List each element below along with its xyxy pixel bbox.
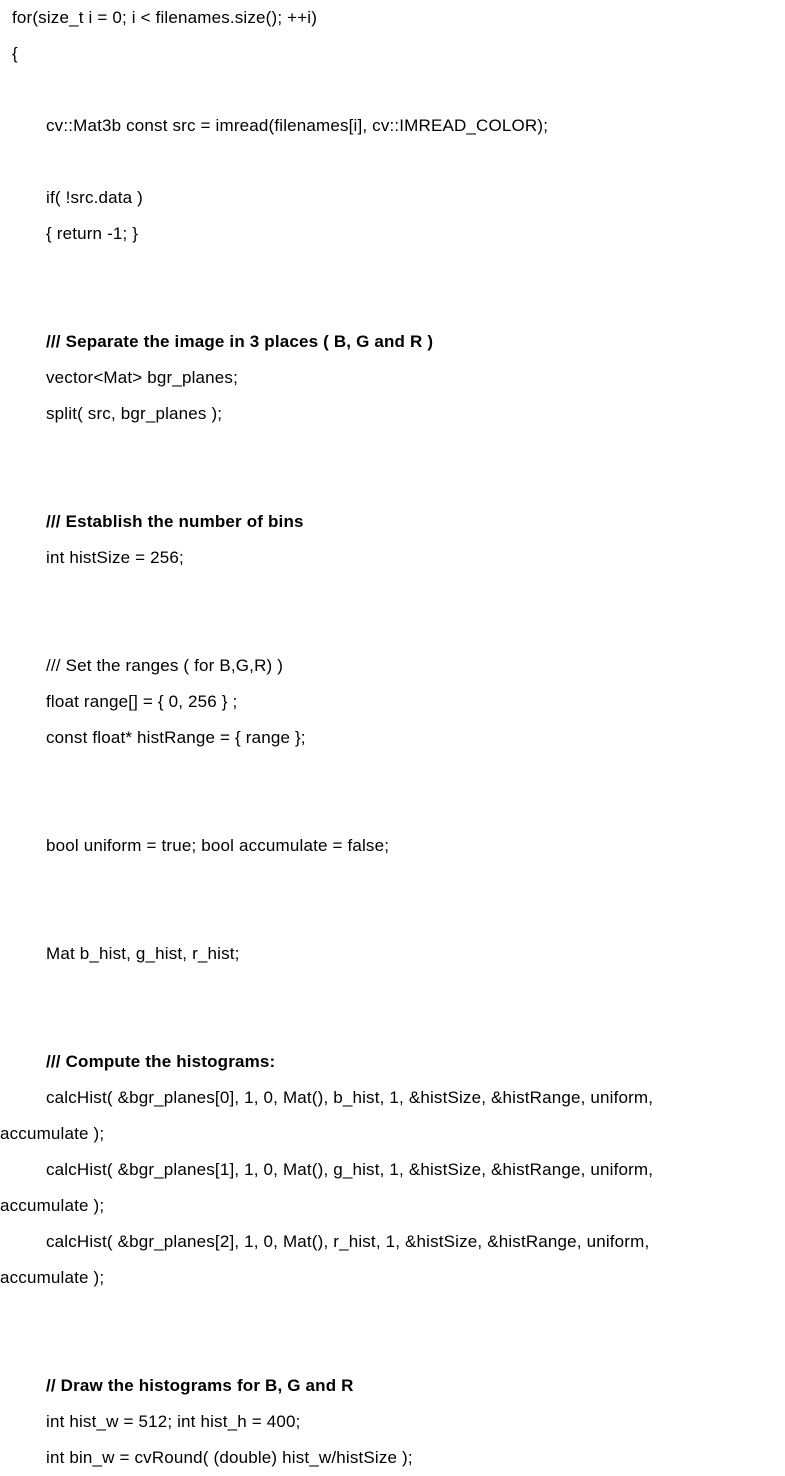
code-line: calcHist( &bgr_planes[2], 1, 0, Mat(), r_hist, 1, &histSize, &histRange, uniform,: [46, 1232, 650, 1251]
code-line: cv::Mat3b const src = imread(filenames[i], cv::IMREAD_COLOR);: [46, 116, 549, 135]
code-line: split( src, bgr_planes );: [46, 404, 223, 423]
code-blank-line: [0, 288, 785, 324]
code-blank-line: [0, 972, 785, 1008]
code-line: for(size_t i = 0; i < filenames.size(); ++i): [12, 8, 318, 27]
code-line: int histSize = 256;: [46, 548, 184, 567]
code-comment-line: /// Set the ranges ( for B,G,R) ): [46, 656, 284, 675]
code-line: if( !src.data ): [46, 188, 144, 207]
code-line: float range[] = { 0, 256 } ;: [46, 692, 238, 711]
code-blank-line: [0, 468, 785, 504]
code-blank-line: [0, 612, 785, 648]
code-line: bool uniform = true; bool accumulate = false;: [46, 836, 390, 855]
code-comment-line: /// Establish the number of bins: [46, 512, 304, 531]
code-blank-line: [0, 1008, 785, 1044]
code-line: int hist_w = 512; int hist_h = 400;: [46, 1412, 301, 1431]
code-line: calcHist( &bgr_planes[0], 1, 0, Mat(), b_hist, 1, &histSize, &histRange, uniform,: [46, 1088, 654, 1107]
code-comment-line: /// Separate the image in 3 places ( B, G and R ): [46, 332, 434, 351]
code-blank-line: [0, 576, 785, 612]
code-line: vector<Mat> bgr_planes;: [46, 368, 238, 387]
code-blank-line: [0, 792, 785, 828]
code-line: int bin_w = cvRound( (double) hist_w/histSize );: [46, 1448, 413, 1467]
code-line: calcHist( &bgr_planes[1], 1, 0, Mat(), g_hist, 1, &histSize, &histRange, uniform,: [46, 1160, 654, 1179]
code-blank-line: [0, 864, 785, 900]
code-line: const float* histRange = { range };: [46, 728, 306, 747]
code-blank-line: [0, 144, 785, 180]
code-blank-line: [0, 1332, 785, 1368]
code-blank-line: [0, 252, 785, 288]
code-blank-line: [0, 72, 785, 108]
code-line: { return -1; }: [46, 224, 139, 243]
code-line: {: [12, 44, 18, 63]
code-comment-line: // Draw the histograms for B, G and R: [46, 1376, 354, 1395]
code-line: accumulate );: [0, 1124, 105, 1143]
code-blank-line: [0, 1296, 785, 1332]
code-line: Mat b_hist, g_hist, r_hist;: [46, 944, 240, 963]
code-line: accumulate );: [0, 1196, 105, 1215]
code-blank-line: [0, 900, 785, 936]
code-line: accumulate );: [0, 1268, 105, 1287]
code-blank-line: [0, 432, 785, 468]
code-comment-line: /// Compute the histograms:: [46, 1052, 276, 1071]
code-blank-line: [0, 756, 785, 792]
